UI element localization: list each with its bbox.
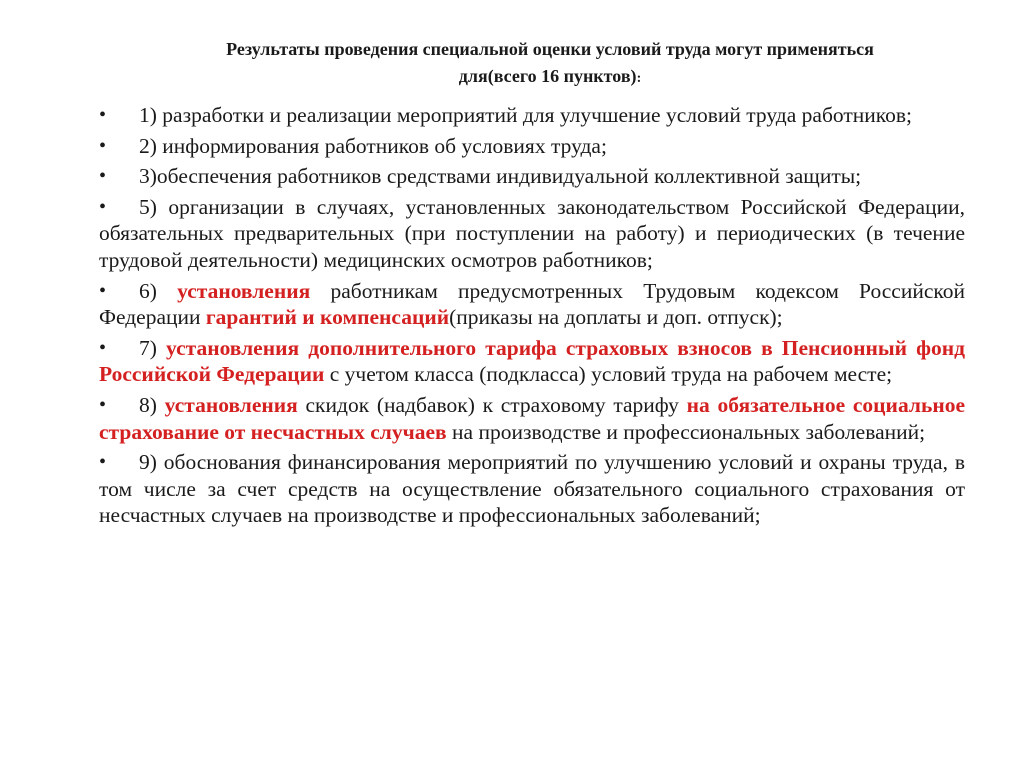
highlighted-text: установления — [164, 392, 298, 417]
bullet-icon: • — [99, 336, 107, 359]
list-item — [99, 278, 965, 331]
title-line-2-text: для(всего 16 пунктов) — [458, 66, 637, 86]
item-text: (приказы на доплаты и доп. отпуск); — [449, 305, 783, 330]
bullet-icon: • — [99, 165, 107, 188]
bullet-icon: • — [99, 279, 107, 302]
highlighted-text: гарантий и компенсаций — [205, 305, 450, 330]
item-text: 5) организации в случаях, установленных законодательством Российской Федерации, обязательных предварительных (при поступлении на работу) и периодических (в течение трудовой деятельности) медицинских осмотров работников; — [99, 194, 965, 272]
bullet-icon: • — [99, 104, 107, 126]
title-line-1: Результаты проведения специальной оценки условий труда могут применяться — [226, 39, 874, 59]
item-text: скидок (надбавок) к страховому тарифу — [297, 392, 687, 417]
item-text: 2) информирования работников об условиях труда; — [139, 133, 607, 158]
bullet-icon: • — [99, 393, 107, 416]
highlighted-text: установления дополнительного тарифа страховых взносов в Пенсионный фонд Российской Федерации — [99, 335, 965, 387]
bullet-icon: • — [99, 451, 107, 474]
item-text: 6) — [139, 278, 178, 303]
item-text: 3)обеспечения работников средствами индивидуальной коллективной защиты; — [139, 164, 862, 189]
list-item — [99, 194, 965, 274]
bullet-icon: • — [99, 195, 107, 218]
item-text: с учетом класса (подкласса) условий труда на рабочем месте; — [324, 362, 893, 387]
item-text: 7) — [139, 335, 166, 360]
bullet-list — [99, 102, 965, 533]
highlighted-text: установления — [177, 278, 311, 303]
title-line-2 — [120, 63, 980, 92]
list-item — [99, 102, 965, 129]
item-text: 8) — [139, 392, 165, 417]
list-item — [99, 335, 965, 388]
slide-title — [120, 36, 980, 92]
list-item — [99, 449, 965, 529]
list-item — [99, 163, 965, 190]
list-item — [99, 392, 965, 445]
title-colon: : — [636, 71, 642, 86]
item-text: работникам предусмотренных Трудовым кодексом Российской Федерации — [99, 278, 965, 330]
list-item — [99, 133, 965, 160]
item-text: на производстве и профессиональных заболеваний; — [446, 419, 926, 444]
item-text: 1) разработки и реализации мероприятий для улучшение условий труда работников; — [139, 103, 912, 127]
highlighted-text: на обязательное социальное страхование от несчастных случаев — [99, 392, 965, 444]
item-text: 9) обоснования финансирования мероприятий по улучшению условий и охраны труда, в том числе за счет средств на осуществление обязательного социального страхования от несчастных случаев на производстве и профессиональных заболеваний; — [99, 450, 965, 528]
bullet-icon: • — [99, 134, 107, 157]
